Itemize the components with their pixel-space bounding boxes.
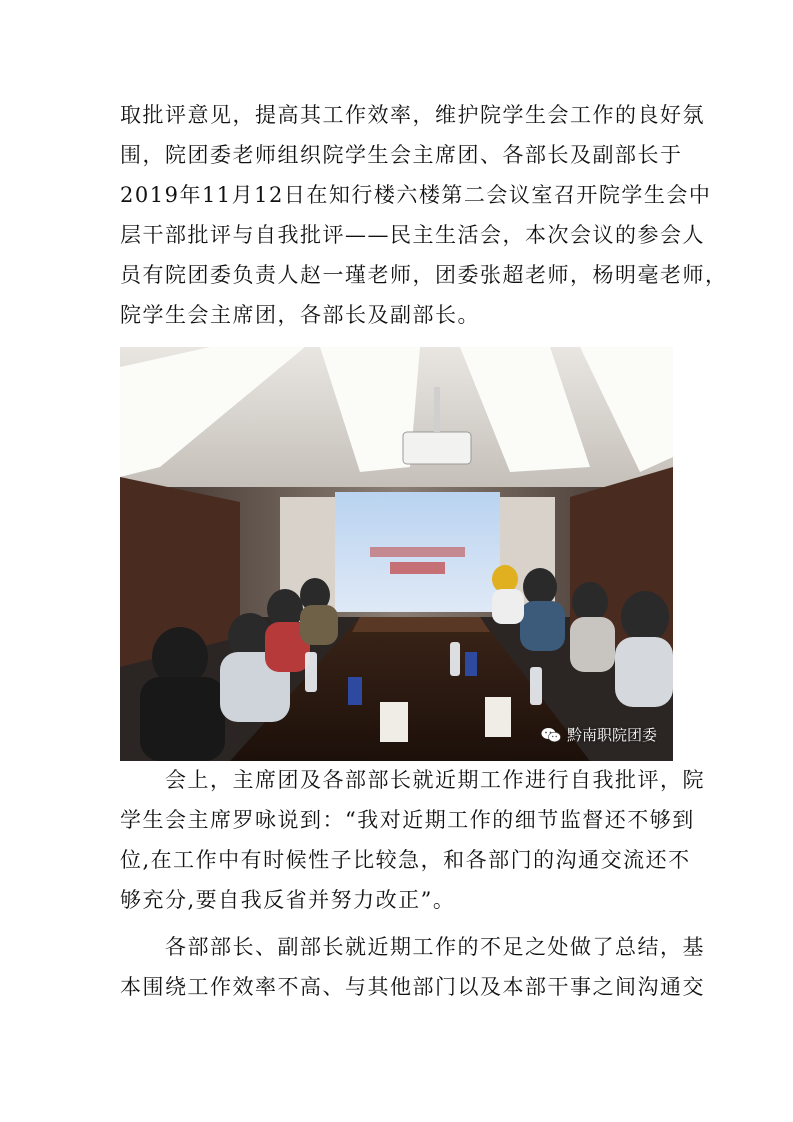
text-line: 层干部批评与自我批评——民主生活会，本次会议的参会人 (120, 223, 705, 247)
text-line: 取批评意见，提高其工作效率，维护院学生会工作的良好氛 (120, 103, 705, 127)
text-line: 会上，主席团及各部部长就近期工作进行自我批评，院 (120, 768, 705, 792)
text-line: 位,在工作中有时候性子比较急，和各部门的沟通交流还不 (120, 848, 691, 872)
text-line: 各部部长、副部长就近期工作的不足之处做了总结，基 (120, 935, 705, 959)
text-line: 够充分,要自我反省并努力改正”。 (120, 888, 456, 912)
photo-illustration (120, 347, 673, 761)
watermark-text: 黔南职院团委 (566, 726, 657, 744)
paragraph-intro (120, 95, 728, 335)
text-line: 围，院团委老师组织院学生会主席团、各部长及副部长于 (120, 143, 683, 167)
text-line: 学生会主席罗咏说到：“我对近期工作的细节监督还不够到 (120, 808, 695, 832)
text-line: 院学生会主席团，各部长及副部长。 (120, 303, 480, 327)
wechat-icon (541, 727, 561, 743)
text-line: 员有院团委负责人赵一瑾老师，团委张超老师，杨明毫老师， (120, 263, 728, 287)
paragraph-summary (120, 927, 705, 1007)
watermark (541, 724, 657, 745)
text-line: 本围绕工作效率不高、与其他部门以及本部干事之间沟通交 (120, 975, 705, 999)
text-line: 2019年11月12日在知行楼六楼第二会议室召开院学生会中 (120, 183, 712, 207)
paragraph-self-criticism (120, 760, 705, 920)
meeting-room-photo (120, 347, 673, 761)
